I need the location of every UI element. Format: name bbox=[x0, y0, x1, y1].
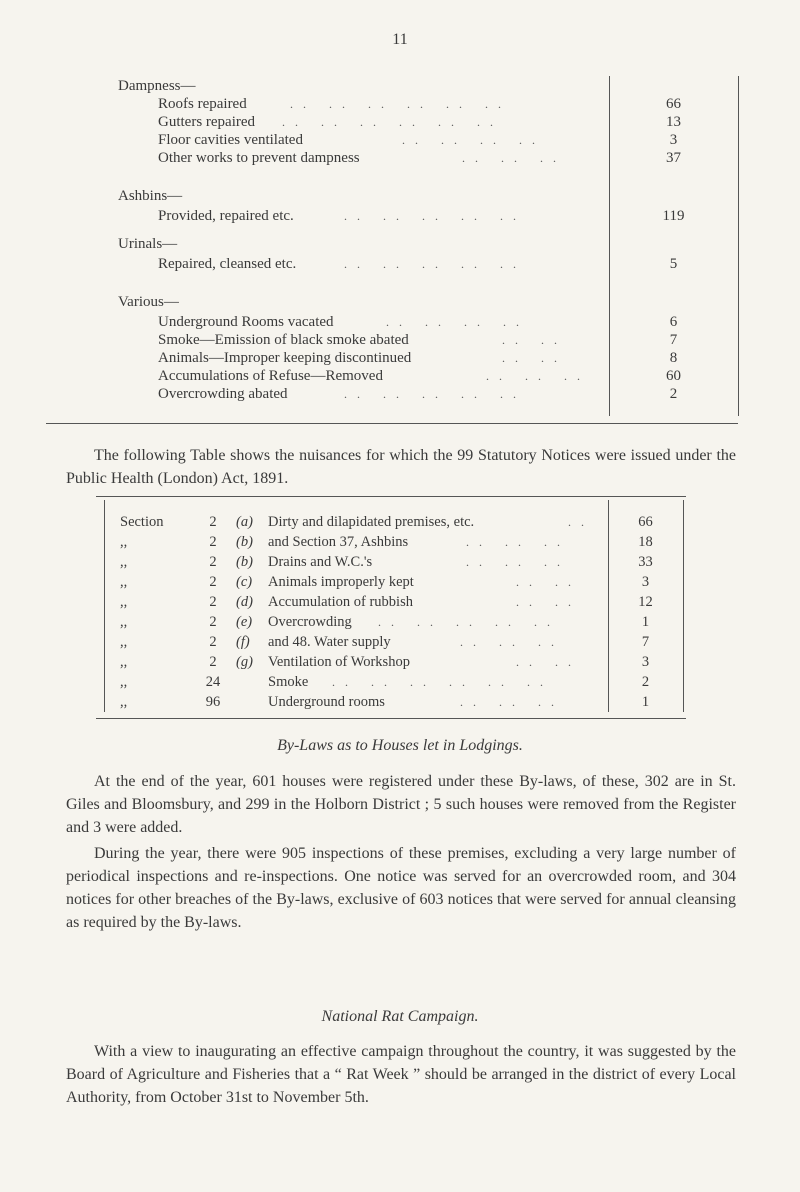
leader-dots: .. .. .. .. .. bbox=[344, 209, 526, 223]
row-label: Floor cavities ventilated bbox=[158, 132, 303, 148]
table-row bbox=[118, 254, 738, 274]
row-label: Gutters repaired bbox=[158, 114, 256, 130]
row-label: Roofs repaired bbox=[158, 96, 247, 112]
section-heading-urinals: Urinals— bbox=[118, 236, 178, 252]
leader-dots: .. .. .. .. bbox=[402, 133, 545, 147]
section-label: ,, bbox=[120, 614, 128, 630]
section-heading-ashbins: Ashbins— bbox=[118, 188, 183, 204]
row-value: 66 bbox=[666, 96, 681, 112]
row-value: 2 bbox=[669, 386, 678, 402]
table-row bbox=[96, 512, 686, 532]
section-number: 2 bbox=[209, 594, 217, 610]
subsection: (b) bbox=[236, 554, 253, 570]
table-row bbox=[118, 330, 738, 350]
table-row bbox=[118, 94, 738, 114]
notice-count: 3 bbox=[641, 574, 650, 590]
nuisance-description: Animals improperly kept bbox=[268, 574, 414, 590]
section-number: 2 bbox=[209, 614, 217, 630]
table-row bbox=[118, 206, 738, 226]
leader-dots: .. .. .. .. .. bbox=[344, 387, 526, 401]
leader-dots: .. .. bbox=[502, 333, 567, 347]
row-label: Underground Rooms vacated bbox=[158, 314, 334, 330]
row-value: 3 bbox=[669, 132, 678, 148]
table-row bbox=[118, 112, 738, 132]
leader-dots: .. .. .. .. .. .. bbox=[282, 115, 503, 129]
notice-count: 18 bbox=[638, 534, 653, 550]
section-number: 24 bbox=[205, 674, 221, 690]
subsection: (g) bbox=[236, 654, 253, 670]
section-label: ,, bbox=[120, 634, 128, 650]
table-row bbox=[118, 130, 738, 150]
bylaws-text-1: At the end of the year, 601 houses were registered under these By-laws, of these, 302 are in St. Giles and Bloomsbury, and 299 in the Holborn District ; 5 such houses were removed from the Register and 3 were added. bbox=[66, 773, 736, 836]
table-right-border bbox=[738, 76, 739, 416]
notice-count: 33 bbox=[638, 554, 653, 570]
leader-dots: .. bbox=[568, 515, 594, 529]
notice-count: 2 bbox=[641, 674, 650, 690]
subsection: (b) bbox=[236, 534, 253, 550]
section-label: ,, bbox=[120, 694, 128, 710]
row-label: Provided, repaired etc. bbox=[158, 208, 294, 224]
table-row bbox=[118, 366, 738, 386]
intro-paragraph bbox=[66, 444, 736, 490]
section-heading-dampness: Dampness— bbox=[118, 78, 196, 94]
leader-dots: .. .. bbox=[516, 655, 581, 669]
section-number: 2 bbox=[209, 554, 217, 570]
leader-dots: .. .. .. .. .. bbox=[378, 615, 560, 629]
table-row bbox=[96, 592, 686, 612]
subsection: (e) bbox=[236, 614, 253, 630]
row-value: 8 bbox=[669, 350, 678, 366]
leader-dots: .. .. .. bbox=[460, 695, 564, 709]
intro-text: The following Table shows the nuisances for which the 99 Statutory Notices were issued under the Public Health (London) Act, 1891. bbox=[66, 447, 736, 487]
section-number: 2 bbox=[209, 654, 217, 670]
table-row bbox=[118, 384, 738, 404]
table-row bbox=[96, 572, 686, 592]
row-label: Repaired, cleansed etc. bbox=[158, 256, 297, 272]
nuisance-description: Underground rooms bbox=[268, 694, 385, 710]
row-value: 5 bbox=[669, 256, 678, 272]
row-value: 37 bbox=[666, 150, 681, 166]
leader-dots: .. .. .. bbox=[460, 635, 564, 649]
leader-dots: .. .. bbox=[516, 595, 581, 609]
row-label: Overcrowding abated bbox=[158, 386, 288, 402]
nuisance-description: Ventilation of Workshop bbox=[268, 654, 410, 670]
subsection: (f) bbox=[236, 634, 250, 650]
notice-count: 3 bbox=[641, 654, 650, 670]
subsection: (d) bbox=[236, 594, 253, 610]
section-number: 2 bbox=[209, 534, 217, 550]
subsection: (a) bbox=[236, 514, 253, 530]
section-label: ,, bbox=[120, 594, 128, 610]
table-top-rule bbox=[96, 496, 686, 497]
table-row bbox=[118, 312, 738, 332]
section-number: 2 bbox=[209, 514, 217, 530]
notice-count: 66 bbox=[638, 514, 653, 530]
leader-dots: .. .. .. .. .. .. bbox=[332, 675, 553, 689]
table-row bbox=[96, 692, 686, 712]
table-row bbox=[96, 672, 686, 692]
works-table bbox=[118, 72, 741, 424]
row-value: 6 bbox=[669, 314, 678, 330]
leader-dots: .. .. .. .. .. .. bbox=[290, 97, 511, 111]
section-label: Section bbox=[120, 514, 164, 530]
rat-campaign-heading: National Rat Campaign. bbox=[321, 1008, 479, 1025]
bylaws-heading: By-Laws as to Houses let in Lodgings. bbox=[277, 737, 523, 754]
nuisance-description: Smoke bbox=[268, 674, 309, 690]
bylaws-paragraph-2 bbox=[66, 842, 736, 934]
nuisance-description: Accumulation of rubbish bbox=[268, 594, 413, 610]
section-label: ,, bbox=[120, 534, 128, 550]
bylaws-text-2: During the year, there were 905 inspections of these premises, excluding a very large number of periodical inspections and re-inspections. One notice was served for an overcrowded room, and 304 notices for other breaches of the By-laws, exclusive of 603 notices that were served for annual cleansing as required by the By-laws. bbox=[66, 845, 736, 931]
leader-dots: .. .. .. bbox=[466, 535, 570, 549]
leader-dots: .. .. bbox=[516, 575, 581, 589]
section-label: ,, bbox=[120, 654, 128, 670]
nuisance-description: and 48. Water supply bbox=[268, 634, 391, 650]
row-value: 13 bbox=[666, 114, 681, 130]
notice-count: 1 bbox=[641, 614, 650, 630]
leader-dots: .. .. .. .. .. bbox=[344, 257, 526, 271]
table-row bbox=[96, 652, 686, 672]
row-value: 7 bbox=[669, 332, 678, 348]
table-bottom-rule bbox=[96, 718, 686, 719]
table-row bbox=[96, 532, 686, 552]
nuisance-description: Overcrowding bbox=[268, 614, 352, 630]
leader-dots: .. .. .. bbox=[466, 555, 570, 569]
row-value: 60 bbox=[666, 368, 681, 384]
row-label: Other works to prevent dampness bbox=[158, 150, 360, 166]
nuisance-description: and Section 37, Ashbins bbox=[268, 534, 409, 550]
section-label: ,, bbox=[120, 674, 128, 690]
table-row bbox=[118, 148, 738, 168]
section-number: 2 bbox=[209, 574, 217, 590]
row-label: Smoke—Emission of black smoke abated bbox=[158, 332, 409, 348]
leader-dots: .. .. .. bbox=[486, 369, 590, 383]
leader-dots: .. .. bbox=[502, 351, 567, 365]
page-number: 11 bbox=[392, 31, 408, 48]
row-value: 119 bbox=[662, 208, 685, 224]
table-bottom-rule bbox=[46, 423, 738, 424]
table-row bbox=[96, 632, 686, 652]
section-label: ,, bbox=[120, 554, 128, 570]
table-row bbox=[118, 348, 738, 368]
section-number: 2 bbox=[209, 634, 217, 650]
bylaws-paragraph-1 bbox=[66, 770, 736, 839]
leader-dots: .. .. .. bbox=[462, 151, 566, 165]
table-row bbox=[96, 552, 686, 572]
rat-campaign-text: With a view to inaugurating an effective campaign throughout the country, it was suggested by the Board of Agriculture and Fisheries that a “ Rat Week ” should be arranged in the district of every Local Authority, from October 31st to November 5th. bbox=[66, 1043, 736, 1106]
section-label: ,, bbox=[120, 574, 128, 590]
nuisance-description: Dirty and dilapidated premises, etc. bbox=[268, 514, 475, 530]
table-row bbox=[96, 612, 686, 632]
subsection: (c) bbox=[236, 574, 253, 590]
statutory-notices-table bbox=[96, 496, 686, 720]
section-heading-various: Various— bbox=[118, 294, 179, 310]
notice-count: 1 bbox=[641, 694, 650, 710]
notice-count: 12 bbox=[638, 594, 653, 610]
section-number: 96 bbox=[205, 694, 221, 710]
rat-campaign-paragraph bbox=[66, 1040, 736, 1109]
nuisance-description: Drains and W.C.'s bbox=[268, 554, 373, 570]
leader-dots: .. .. .. .. bbox=[386, 315, 529, 329]
row-label: Animals—Improper keeping discontinued bbox=[158, 350, 412, 366]
row-label: Accumulations of Refuse—Removed bbox=[158, 368, 383, 384]
notice-count: 7 bbox=[641, 634, 650, 650]
